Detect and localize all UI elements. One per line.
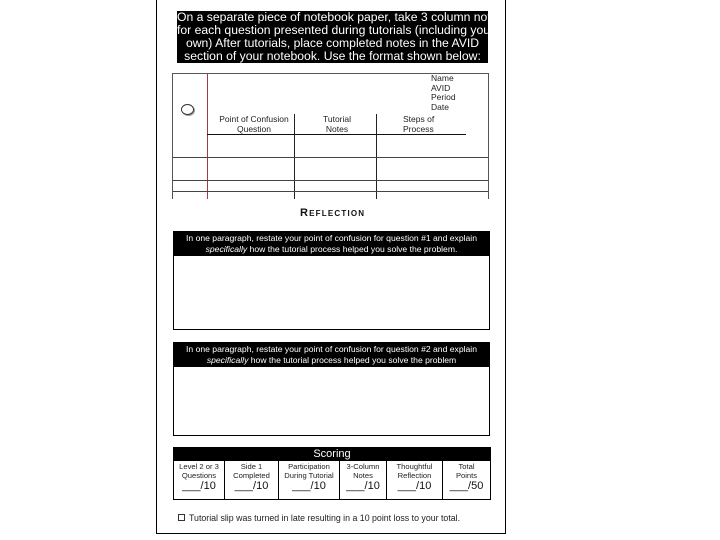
notebook-meta bbox=[431, 74, 456, 112]
score-label: Completed bbox=[233, 470, 270, 480]
score-label: Participation bbox=[288, 462, 330, 471]
meta-name: Name bbox=[431, 73, 454, 83]
prompt-line: In one paragraph, restate your point of confusion for question #1 and explain bbox=[186, 233, 477, 243]
score-cell-notes bbox=[340, 461, 387, 499]
score-points: ___/10 bbox=[182, 480, 216, 492]
rule-line bbox=[173, 191, 488, 192]
column-header-line: Point of Confusion bbox=[219, 114, 289, 124]
notebook-example bbox=[172, 73, 489, 199]
prompt-emphasis: specifically bbox=[206, 355, 249, 365]
header-underline bbox=[207, 134, 466, 135]
score-label: Questions bbox=[181, 470, 217, 480]
rule-line bbox=[173, 180, 488, 181]
score-label: 3-Column bbox=[346, 462, 380, 471]
instructions-line: On a separate piece of notebook paper, take 3 column notes bbox=[177, 10, 504, 24]
late-checkbox[interactable] bbox=[178, 514, 185, 521]
score-label: Side 1 bbox=[240, 462, 263, 471]
meta-period: Period bbox=[431, 92, 456, 102]
score-label: Reflection bbox=[397, 470, 432, 480]
binder-hole-icon bbox=[181, 104, 194, 115]
reflection-box-1 bbox=[173, 231, 490, 330]
instructions-line: section of your notebook. Use the format shown below: bbox=[184, 49, 481, 63]
meta-avid: AVID bbox=[431, 82, 451, 93]
reflection-prompt-2 bbox=[174, 343, 489, 367]
scoring-columns bbox=[174, 461, 490, 499]
late-notice bbox=[178, 513, 460, 523]
score-points: ___/10 bbox=[346, 480, 380, 492]
score-points: ___/10 bbox=[292, 480, 326, 492]
score-points: ___/10 bbox=[397, 480, 432, 492]
score-cell-side1 bbox=[225, 461, 279, 499]
instructions-banner bbox=[177, 10, 504, 63]
prompt-line bbox=[176, 355, 487, 366]
prompt-rest: how the tutorial process helped you solve the problem bbox=[248, 355, 457, 365]
rule-line bbox=[173, 157, 488, 158]
score-label: During Tutorial bbox=[284, 470, 334, 480]
reflection-answer-area-1[interactable] bbox=[174, 256, 489, 328]
score-points: ___/10 bbox=[234, 480, 269, 492]
reflection-prompt-1 bbox=[174, 232, 489, 256]
column-header-question bbox=[211, 114, 297, 134]
score-cell-questions bbox=[174, 461, 225, 499]
instructions-line: for each question presented during tutorials (including your bbox=[177, 23, 495, 37]
prompt-rest: how the tutorial process helped you solve the problem. bbox=[247, 244, 458, 254]
scoring-title: Scoring bbox=[174, 448, 490, 461]
column-header-line: Steps of bbox=[403, 114, 435, 124]
reflection-box-2 bbox=[173, 342, 490, 436]
score-cell-reflection bbox=[387, 461, 443, 499]
column-header-line: Question bbox=[236, 124, 272, 134]
late-notice-text: Tutorial slip was turned in late resulting in a 10 point loss to your total. bbox=[189, 513, 461, 523]
prompt-line: In one paragraph, restate your point of confusion for question #2 and explain bbox=[186, 344, 477, 354]
score-label: Thoughtful bbox=[396, 462, 433, 471]
column-header-notes bbox=[299, 114, 375, 134]
column-header-line: Process bbox=[403, 124, 434, 134]
score-label: Points bbox=[455, 470, 478, 480]
scoring-table bbox=[173, 447, 491, 500]
score-label: Notes bbox=[353, 470, 373, 480]
prompt-line bbox=[176, 244, 487, 255]
instructions-line: own) After tutorials, place completed notes in the AVID bbox=[185, 36, 480, 50]
prompt-emphasis: specifically bbox=[205, 244, 248, 254]
column-header-process bbox=[403, 114, 434, 134]
score-label: Total bbox=[458, 462, 475, 471]
score-points: ___/50 bbox=[449, 480, 484, 492]
score-cell-participation bbox=[279, 461, 340, 499]
score-cell-total bbox=[443, 461, 490, 499]
score-label: Level 2 or 3 bbox=[179, 462, 219, 471]
meta-date: Date bbox=[431, 101, 449, 112]
reflection-title: Reflection bbox=[300, 207, 366, 219]
column-header-line: Tutorial bbox=[322, 114, 352, 124]
reflection-answer-area-2[interactable] bbox=[174, 367, 489, 435]
column-header-line: Notes bbox=[325, 124, 349, 134]
